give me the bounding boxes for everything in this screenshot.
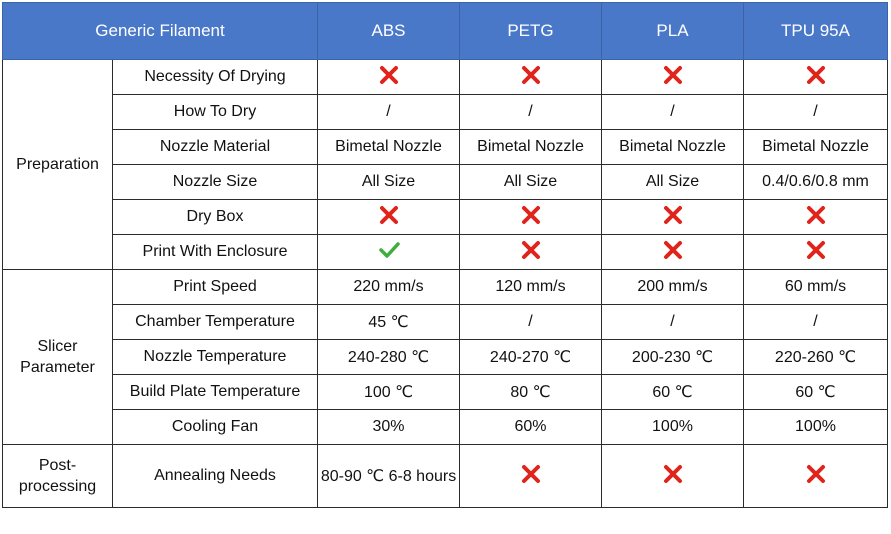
cross-icon [662, 464, 684, 489]
cell-print-speed-tpu-95a: 60 mm/s [744, 270, 888, 305]
cell-cooling-fan-pla: 100% [602, 410, 744, 445]
cell-how-to-dry-petg: / [460, 95, 602, 130]
param-dry-box: Dry Box [113, 200, 318, 235]
cell-nozzle-temperature-petg: 240-270 ℃ [460, 340, 602, 375]
category-slicer-parameter: Slicer Parameter [3, 270, 113, 445]
table-row [3, 340, 888, 375]
cross-icon [520, 240, 542, 265]
cross-icon [520, 205, 542, 230]
cell-nozzle-temperature-abs: 240-280 ℃ [318, 340, 460, 375]
cell-necessity-of-drying-petg [460, 60, 602, 95]
cell-print-with-enclosure-abs [318, 235, 460, 270]
header-pla: PLA [602, 3, 744, 60]
cell-how-to-dry-abs: / [318, 95, 460, 130]
param-build-plate-temperature: Build Plate Temperature [113, 375, 318, 410]
filament-comparison-table [2, 2, 888, 508]
param-how-to-dry: How To Dry [113, 95, 318, 130]
cell-build-plate-temperature-abs: 100 ℃ [318, 375, 460, 410]
table-row [3, 445, 888, 508]
cross-icon [805, 205, 827, 230]
cell-print-speed-abs: 220 mm/s [318, 270, 460, 305]
cell-dry-box-tpu-95a [744, 200, 888, 235]
header-abs: ABS [318, 3, 460, 60]
cell-how-to-dry-tpu-95a: / [744, 95, 888, 130]
category-preparation: Preparation [3, 60, 113, 270]
cell-cooling-fan-petg: 60% [460, 410, 602, 445]
cell-cooling-fan-tpu-95a: 100% [744, 410, 888, 445]
cell-print-speed-pla: 200 mm/s [602, 270, 744, 305]
param-cooling-fan: Cooling Fan [113, 410, 318, 445]
param-chamber-temperature: Chamber Temperature [113, 305, 318, 340]
cell-nozzle-temperature-tpu-95a: 220-260 ℃ [744, 340, 888, 375]
cell-nozzle-material-petg: Bimetal Nozzle [460, 130, 602, 165]
cell-nozzle-material-tpu-95a: Bimetal Nozzle [744, 130, 888, 165]
param-necessity-of-drying: Necessity Of Drying [113, 60, 318, 95]
cell-necessity-of-drying-pla [602, 60, 744, 95]
cell-how-to-dry-pla: / [602, 95, 744, 130]
param-print-speed: Print Speed [113, 270, 318, 305]
cell-build-plate-temperature-petg: 80 ℃ [460, 375, 602, 410]
cell-nozzle-temperature-pla: 200-230 ℃ [602, 340, 744, 375]
cell-print-with-enclosure-petg [460, 235, 602, 270]
cell-print-with-enclosure-pla [602, 235, 744, 270]
param-print-with-enclosure: Print With Enclosure [113, 235, 318, 270]
cell-build-plate-temperature-tpu-95a: 60 ℃ [744, 375, 888, 410]
cell-chamber-temperature-abs: 45 ℃ [318, 305, 460, 340]
cell-chamber-temperature-pla: / [602, 305, 744, 340]
table-row [3, 60, 888, 95]
cell-necessity-of-drying-tpu-95a [744, 60, 888, 95]
category-post-processing: Post-processing [3, 445, 113, 508]
table-body [3, 60, 888, 508]
cell-annealing-needs-abs: 80-90 ℃ 6-8 hours [318, 445, 460, 508]
cross-icon [805, 65, 827, 90]
param-nozzle-material: Nozzle Material [113, 130, 318, 165]
cell-print-with-enclosure-tpu-95a [744, 235, 888, 270]
cross-icon [662, 65, 684, 90]
cell-nozzle-size-tpu-95a: 0.4/0.6/0.8 mm [744, 165, 888, 200]
param-nozzle-temperature: Nozzle Temperature [113, 340, 318, 375]
cell-nozzle-size-petg: All Size [460, 165, 602, 200]
cell-dry-box-petg [460, 200, 602, 235]
cell-annealing-needs-pla [602, 445, 744, 508]
cross-icon [662, 205, 684, 230]
table-row [3, 95, 888, 130]
table-row [3, 235, 888, 270]
cross-icon [520, 464, 542, 489]
cell-annealing-needs-tpu-95a [744, 445, 888, 508]
table-row [3, 270, 888, 305]
table-row [3, 130, 888, 165]
cell-chamber-temperature-petg: / [460, 305, 602, 340]
header-petg: PETG [460, 3, 602, 60]
cell-nozzle-size-pla: All Size [602, 165, 744, 200]
header-generic-filament: Generic Filament [3, 3, 318, 60]
check-icon [378, 240, 400, 265]
table-row [3, 375, 888, 410]
cross-icon [378, 65, 400, 90]
table-row [3, 305, 888, 340]
cross-icon [662, 240, 684, 265]
cell-dry-box-pla [602, 200, 744, 235]
table-row [3, 200, 888, 235]
header-tpu-95a: TPU 95A [744, 3, 888, 60]
cell-dry-box-abs [318, 200, 460, 235]
cell-cooling-fan-abs: 30% [318, 410, 460, 445]
cross-icon [520, 65, 542, 90]
param-annealing-needs: Annealing Needs [113, 445, 318, 508]
header-row [3, 3, 888, 60]
cell-chamber-temperature-tpu-95a: / [744, 305, 888, 340]
cross-icon [378, 205, 400, 230]
param-nozzle-size: Nozzle Size [113, 165, 318, 200]
cross-icon [805, 240, 827, 265]
cell-nozzle-size-abs: All Size [318, 165, 460, 200]
table-row [3, 410, 888, 445]
cell-necessity-of-drying-abs [318, 60, 460, 95]
table-row [3, 165, 888, 200]
cell-print-speed-petg: 120 mm/s [460, 270, 602, 305]
cell-build-plate-temperature-pla: 60 ℃ [602, 375, 744, 410]
cell-nozzle-material-pla: Bimetal Nozzle [602, 130, 744, 165]
cross-icon [805, 464, 827, 489]
cell-nozzle-material-abs: Bimetal Nozzle [318, 130, 460, 165]
cell-annealing-needs-petg [460, 445, 602, 508]
